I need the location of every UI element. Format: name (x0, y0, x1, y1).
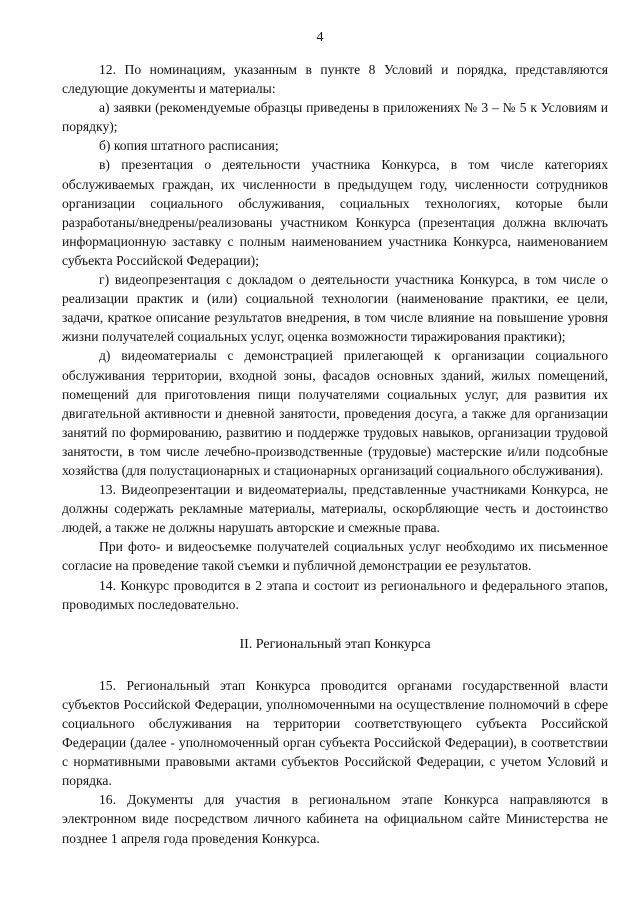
page-number: 4 (316, 30, 324, 45)
paragraph-12-v: в) презентация о деятельности участника Конкурса, в том числе категориях обслуживаемых граждан, их численности в предыдущем году, численности сотрудников организации социального обслуживания, социальных технологиях, которые были разработаны/внедрены/реализованы участником Конкурса (презентация должна включать информационную заставку с полным наименованием участника Конкурса, наименованием субъекта Российской Федерации); (62, 157, 608, 268)
paragraph-13: 13. Видеопрезентации и видеоматериалы, представленные участниками Конкурса, не должны содержать рекламные материалы, материалы, оскорбляющие честь и достоинство людей, а также не должны нарушать авторские и смежные права. (62, 482, 608, 536)
paragraph-14: 14. Конкурс проводится в 2 этапа и состоит из регионального и федерального этапов, проводимых последовательно. (62, 577, 608, 612)
paragraph-12-a: а) заявки (рекомендуемые образцы приведены в приложениях № 3 – № 5 к Условиям и порядку); (62, 100, 608, 135)
paragraph-12-b: б) копия штатного расписания; (99, 138, 279, 154)
paragraph-16: 16. Документы для участия в региональном этапе Конкурса направляются в электронном виде посредством личного кабинета на официальном сайте Министерства не позднее 1 апреля года проведения Конкурса. (62, 792, 608, 846)
section-heading: II. Региональный этап Конкурса (239, 636, 431, 652)
paragraph-12-d: д) видеоматериалы с демонстрацией прилегающей к организации социального обслуживания территории, входной зоны, фасадов основных зданий, жилых помещений, помещений для приготовления пищи получателями социальных услуг, для развития их двигательной активности и дневной занятости, проведения досуга, а также для организации занятий по формированию, развитию и поддержке трудовых навыков, организации трудовой занятости, в том числе лечебно-производственные (трудовые) мастерские и/или подсобные хозяйства (для полустационарных и стационарных организаций социального обслуживания). (62, 348, 608, 478)
paragraph-15: 15. Региональный этап Конкурса проводится органами государственной власти субъектов Российской Федерации, уполномоченными на осуществление полномочий в сфере социального обслуживания на территории соответствующего субъекта Российской Федерации (далее - уполномоченный орган субъекта Российской Федерации), в соответствии с нормативными правовыми актами субъектов Российской Федерации, с учетом Условий и порядка. (62, 677, 608, 789)
paragraph-13-consent: При фото- и видеосъемке получателей социальных услуг необходимо их письменное согласие на проведение такой съемки и публичной демонстрации ее результатов. (62, 539, 608, 574)
paragraph-12: 12. По номинациям, указанным в пункте 8 Условий и порядка, представляются следующие документы и материалы: (62, 62, 608, 97)
paragraph-12-g: г) видеопрезентация с докладом о деятельности участника Конкурса, в том числе о реализации практик и (или) социальной технологии (наименование практики, ее цели, задачи, краткое описание результатов внедрения, в том числе влияние на повышение уровня жизни получателей социальных услуг, оценка возможности тиражирования практики); (62, 272, 608, 345)
document-body (62, 60, 608, 848)
